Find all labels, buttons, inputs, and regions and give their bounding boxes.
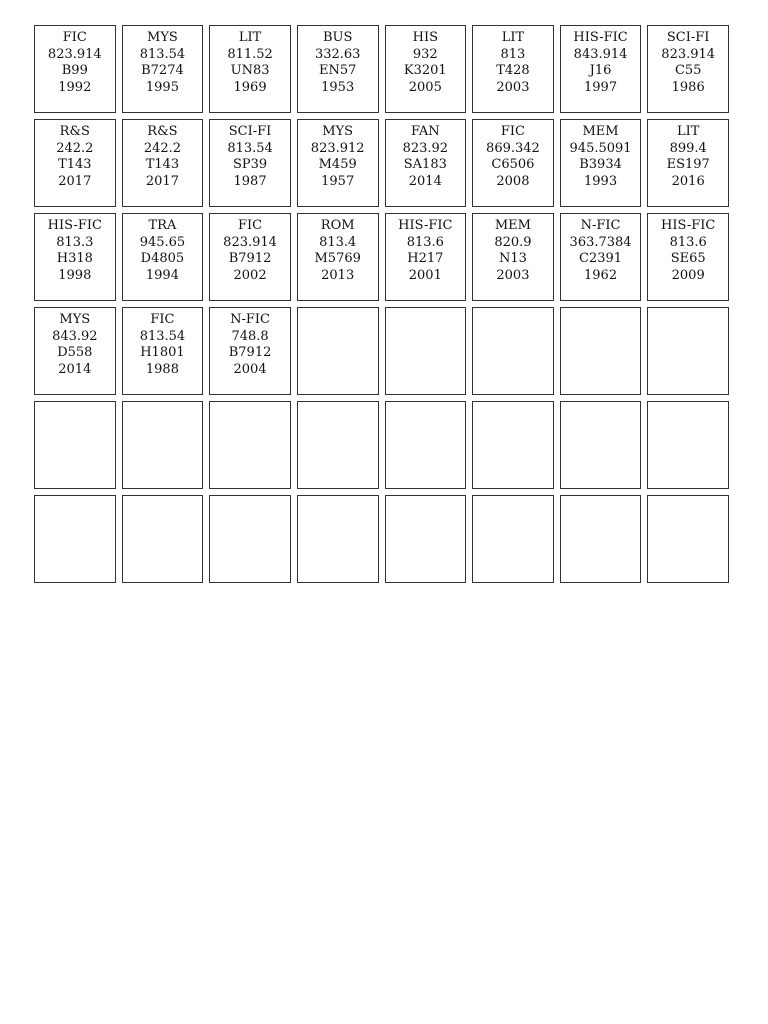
genre-line: MYS bbox=[59, 312, 91, 327]
cutter-line: SP39 bbox=[232, 157, 268, 172]
year-line: 2008 bbox=[496, 173, 530, 189]
call-number-line: 813 bbox=[500, 46, 526, 62]
genre-line: N-FIC bbox=[230, 312, 270, 327]
empty-spine-label bbox=[647, 401, 729, 489]
genre-line: MYS bbox=[322, 124, 354, 139]
cutter-line: C6506 bbox=[491, 157, 535, 172]
call-number-line: 813.54 bbox=[139, 46, 186, 62]
call-number-line: 813.6 bbox=[669, 234, 707, 250]
genre-line: FIC bbox=[500, 124, 525, 139]
spine-label bbox=[472, 119, 554, 207]
genre-line: FAN bbox=[410, 124, 440, 139]
year-line: 2016 bbox=[671, 173, 705, 189]
call-number-line: 748.8 bbox=[231, 328, 269, 344]
year-line: 1988 bbox=[145, 361, 179, 377]
genre-line: MEM bbox=[582, 124, 619, 139]
spine-label bbox=[385, 213, 467, 301]
spine-label bbox=[472, 213, 554, 301]
spine-label bbox=[122, 25, 204, 113]
spine-label bbox=[34, 307, 116, 395]
cutter-line: C2391 bbox=[579, 251, 623, 266]
call-number-line: 811.52 bbox=[227, 46, 273, 62]
cutter-line: B7912 bbox=[228, 251, 272, 266]
cutter-line: EN57 bbox=[318, 63, 357, 78]
spine-label bbox=[560, 119, 642, 207]
cutter-line: H217 bbox=[407, 251, 444, 266]
year-line: 2003 bbox=[496, 267, 530, 283]
year-line: 2017 bbox=[58, 173, 92, 189]
empty-spine-label bbox=[385, 495, 467, 583]
cutter-line: ES197 bbox=[666, 157, 710, 172]
year-line: 1994 bbox=[145, 267, 179, 283]
spine-label bbox=[34, 119, 116, 207]
cutter-line: N13 bbox=[498, 251, 527, 266]
call-number-line: 332.63 bbox=[314, 46, 361, 62]
empty-spine-label bbox=[297, 495, 379, 583]
genre-line: TRA bbox=[148, 218, 177, 233]
spine-label bbox=[34, 213, 116, 301]
call-number-line: 823.92 bbox=[402, 140, 449, 156]
spine-label bbox=[385, 25, 467, 113]
call-number-line: 242.2 bbox=[56, 140, 94, 156]
empty-spine-label bbox=[297, 401, 379, 489]
empty-spine-label bbox=[472, 307, 554, 395]
year-line: 1995 bbox=[145, 79, 179, 95]
call-number-line: 813.54 bbox=[227, 140, 273, 156]
call-number-line: 945.5091 bbox=[569, 140, 632, 156]
year-line: 1987 bbox=[233, 173, 267, 189]
cutter-line: M5769 bbox=[314, 251, 361, 266]
call-number-line: 813.4 bbox=[319, 234, 357, 250]
spine-label bbox=[122, 119, 204, 207]
call-number-line: 363.7384 bbox=[569, 234, 632, 250]
spine-label bbox=[297, 25, 379, 113]
year-line: 2005 bbox=[408, 79, 442, 95]
empty-spine-label bbox=[34, 495, 116, 583]
genre-line: N-FIC bbox=[580, 218, 621, 233]
cutter-line: T428 bbox=[496, 63, 530, 78]
empty-spine-label bbox=[472, 401, 554, 489]
year-line: 1997 bbox=[584, 79, 618, 95]
spine-label bbox=[209, 213, 291, 301]
year-line: 2009 bbox=[671, 267, 705, 283]
call-number-line: 843.92 bbox=[52, 328, 98, 344]
year-line: 2003 bbox=[496, 79, 530, 95]
spine-label bbox=[385, 119, 467, 207]
cutter-line: B99 bbox=[61, 63, 88, 78]
empty-spine-label bbox=[385, 307, 467, 395]
year-line: 1993 bbox=[584, 173, 618, 189]
year-line: 1998 bbox=[58, 267, 92, 283]
empty-spine-label bbox=[34, 401, 116, 489]
cutter-line: D558 bbox=[57, 345, 93, 360]
empty-spine-label bbox=[209, 401, 291, 489]
year-line: 1962 bbox=[584, 267, 618, 283]
call-number-line: 813.3 bbox=[56, 234, 94, 250]
call-number-line: 932 bbox=[412, 46, 438, 62]
spine-label bbox=[647, 119, 729, 207]
genre-line: R&S bbox=[59, 124, 90, 139]
year-line: 2014 bbox=[58, 361, 92, 377]
spine-label bbox=[560, 25, 642, 113]
genre-line: HIS bbox=[412, 30, 438, 45]
spine-label bbox=[647, 25, 729, 113]
genre-line: R&S bbox=[147, 124, 178, 139]
cutter-line: UN83 bbox=[230, 63, 270, 78]
call-number-line: 823.912 bbox=[310, 140, 365, 156]
empty-spine-label bbox=[385, 401, 467, 489]
spine-label bbox=[122, 307, 204, 395]
year-line: 1992 bbox=[58, 79, 92, 95]
genre-line: HIS-FIC bbox=[661, 218, 716, 233]
cutter-line: H318 bbox=[56, 251, 93, 266]
call-number-line: 843.914 bbox=[573, 46, 628, 62]
cutter-line: M459 bbox=[318, 157, 357, 172]
call-number-line: 820.9 bbox=[494, 234, 532, 250]
genre-line: BUS bbox=[322, 30, 353, 45]
genre-line: LIT bbox=[501, 30, 525, 45]
genre-line: MEM bbox=[494, 218, 531, 233]
empty-spine-label bbox=[297, 307, 379, 395]
year-line: 2014 bbox=[408, 173, 442, 189]
empty-spine-label bbox=[560, 401, 642, 489]
spine-label-grid bbox=[34, 25, 729, 583]
empty-spine-label bbox=[122, 401, 204, 489]
cutter-line: T143 bbox=[58, 157, 92, 172]
year-line: 2004 bbox=[233, 361, 267, 377]
spine-label bbox=[209, 25, 291, 113]
year-line: 1969 bbox=[233, 79, 267, 95]
genre-line: SCI-FI bbox=[666, 30, 710, 45]
spine-label bbox=[209, 119, 291, 207]
call-number-line: 242.2 bbox=[143, 140, 182, 156]
empty-spine-label bbox=[472, 495, 554, 583]
spine-label bbox=[560, 213, 642, 301]
year-line: 1953 bbox=[321, 79, 355, 95]
empty-spine-label bbox=[560, 307, 642, 395]
genre-line: SCI-FI bbox=[228, 124, 272, 139]
genre-line: HIS-FIC bbox=[573, 30, 628, 45]
year-line: 1986 bbox=[671, 79, 705, 95]
year-line: 2002 bbox=[233, 267, 267, 283]
genre-line: FIC bbox=[62, 30, 87, 45]
cutter-line: B3934 bbox=[579, 157, 622, 172]
genre-line: ROM bbox=[320, 218, 355, 233]
spine-label bbox=[472, 25, 554, 113]
year-line: 1957 bbox=[321, 173, 355, 189]
spine-label bbox=[647, 213, 729, 301]
cutter-line: B7912 bbox=[228, 345, 272, 360]
genre-line: FIC bbox=[150, 312, 175, 327]
empty-spine-label bbox=[647, 307, 729, 395]
spine-label bbox=[209, 307, 291, 395]
genre-line: LIT bbox=[676, 124, 700, 139]
cutter-line: K3201 bbox=[403, 63, 447, 78]
genre-line: HIS-FIC bbox=[398, 218, 453, 233]
empty-spine-label bbox=[209, 495, 291, 583]
empty-spine-label bbox=[560, 495, 642, 583]
call-number-line: 945.65 bbox=[139, 234, 186, 250]
spine-label bbox=[297, 213, 379, 301]
cutter-line: C55 bbox=[674, 63, 702, 78]
cutter-line: B7274 bbox=[141, 63, 184, 78]
genre-line: MYS bbox=[147, 30, 178, 45]
genre-line: LIT bbox=[238, 30, 262, 45]
empty-spine-label bbox=[647, 495, 729, 583]
empty-spine-label bbox=[122, 495, 204, 583]
cutter-line: D4805 bbox=[140, 251, 185, 266]
cutter-line: SE65 bbox=[670, 251, 706, 266]
year-line: 2001 bbox=[408, 267, 442, 283]
call-number-line: 813.54 bbox=[139, 328, 186, 344]
cutter-line: T143 bbox=[145, 157, 180, 172]
cutter-line: H1801 bbox=[140, 345, 185, 360]
call-number-line: 823.914 bbox=[47, 46, 102, 62]
genre-line: FIC bbox=[238, 218, 263, 233]
call-number-line: 899.4 bbox=[669, 140, 707, 156]
call-number-line: 823.914 bbox=[223, 234, 277, 250]
year-line: 2013 bbox=[321, 267, 355, 283]
call-number-line: 813.6 bbox=[406, 234, 444, 250]
year-line: 2017 bbox=[145, 173, 179, 189]
cutter-line: SA183 bbox=[403, 157, 447, 172]
genre-line: HIS-FIC bbox=[47, 218, 102, 233]
call-number-line: 823.914 bbox=[661, 46, 716, 62]
spine-label bbox=[34, 25, 116, 113]
call-number-line: 869.342 bbox=[486, 140, 540, 156]
spine-label bbox=[297, 119, 379, 207]
spine-label bbox=[122, 213, 204, 301]
cutter-line: J16 bbox=[589, 63, 612, 78]
